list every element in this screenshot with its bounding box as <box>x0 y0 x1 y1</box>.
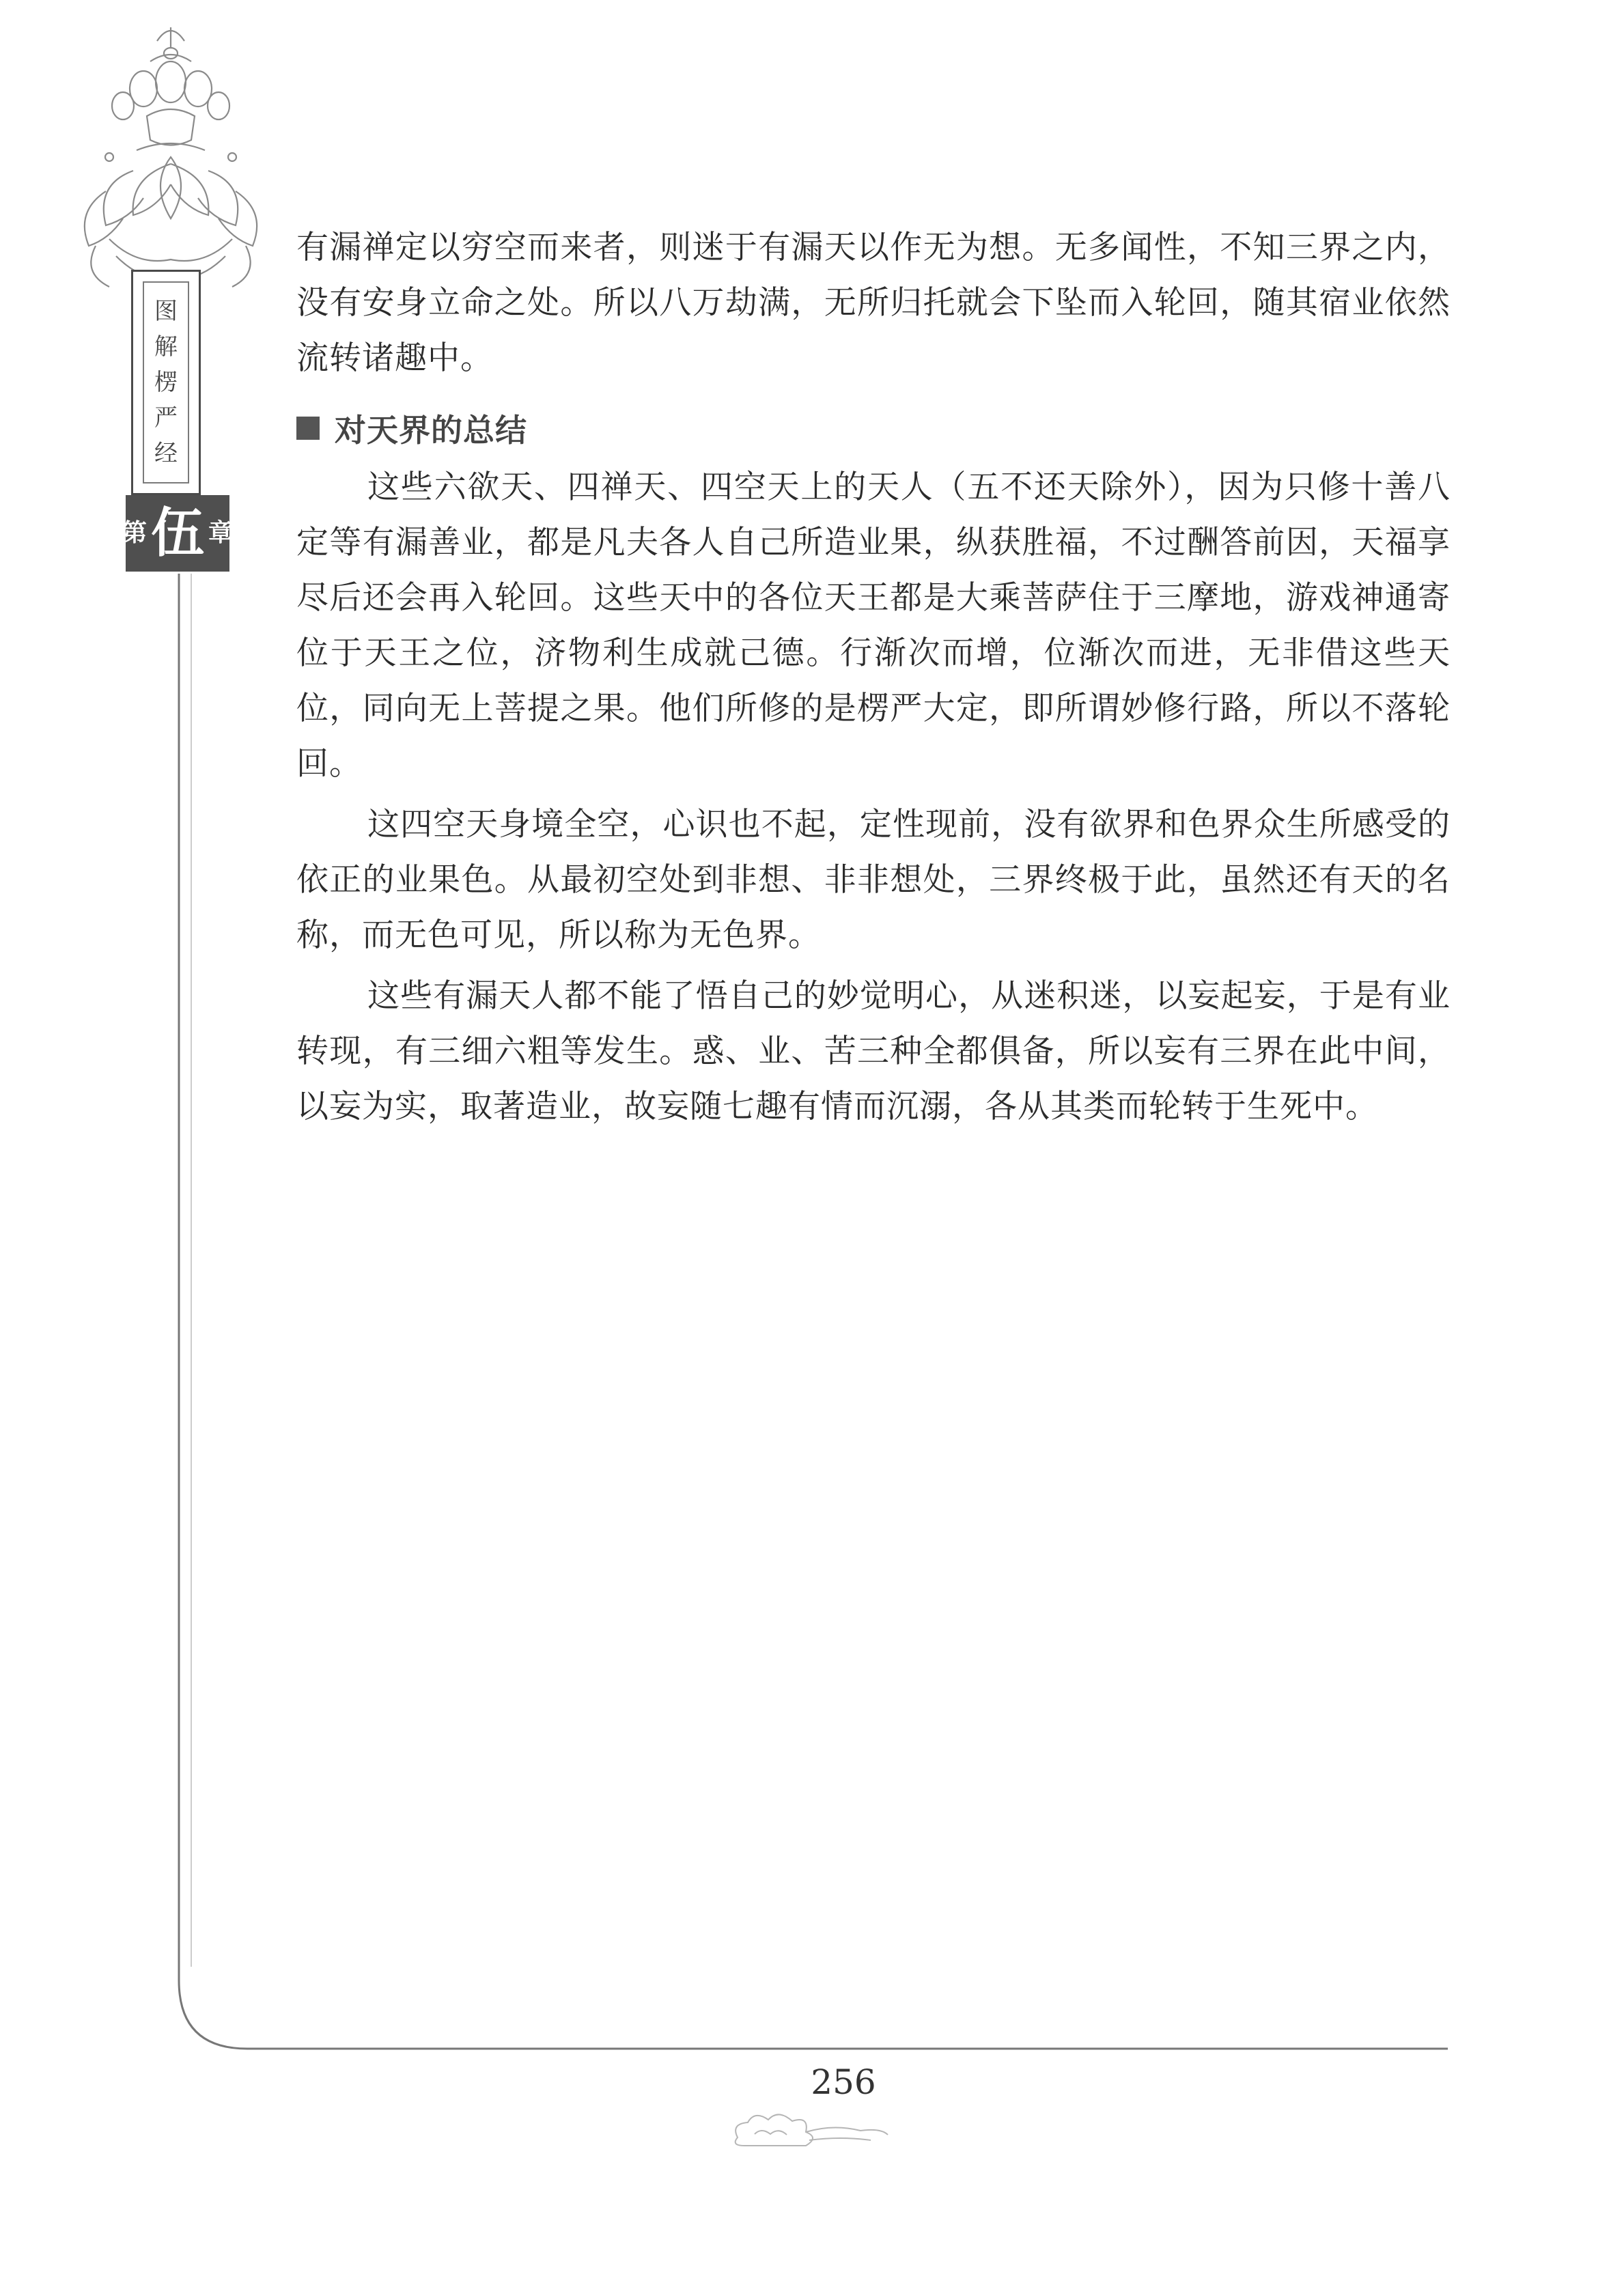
intro-paragraph: 有漏禅定以穷空而来者，则迷于有漏天以作无为想。无多闻性，不知三界之内，没有安身立命之处。所以八万劫满，无所归托就会下坠而入轮回，随其宿业依然流转诸趣中。 <box>296 229 1451 377</box>
section-heading <box>296 399 1451 457</box>
square-bullet-icon <box>296 417 320 440</box>
section-heading-text: 对天界的总结 <box>335 412 527 449</box>
book-title-char: 经 <box>154 440 178 467</box>
body-paragraph: 这些六欲天、四禅天、四空天上的天人（五不还天除外），因为只修十善八定等有漏善业，都是凡夫各人自己所造业果，纵获胜福，不过酬答前因，天福享尽后还会再入轮回。这些天中的各位天王都是大乘菩萨住于三摩地，游戏神通寄位于天王之位，济物利生成就己德。行渐次而增，位渐次而进，无非借这些天位，同向无上菩提之果。他们所修的是楞严大定，即所谓妙修行路，所以不落轮回。 <box>296 468 1451 783</box>
chapter-badge <box>122 495 234 572</box>
chapter-suffix: 章 <box>208 519 234 547</box>
body-paragraph: 这四空天身境全空，心识也不起，定性现前，没有欲界和色界众生所感受的依正的业果色。从最初空处到非想、非非想处，三界终极于此，虽然还有天的名称，而无色可见，所以称为无色界。 <box>296 806 1451 954</box>
book-title-char: 严 <box>154 404 178 432</box>
book-title-char: 图 <box>154 298 178 325</box>
book-title-tab <box>131 270 201 495</box>
page-body <box>296 220 1451 1134</box>
book-title-tab-inner <box>143 281 189 483</box>
chapter-prefix: 第 <box>122 519 147 547</box>
chapter-numeral: 伍 <box>151 502 205 564</box>
book-title-char: 楞 <box>154 369 178 396</box>
book-title-char: 解 <box>154 333 178 361</box>
body-paragraph: 这些有漏天人都不能了悟自己的妙觉明心，从迷积迷，以妄起妄，于是有业转现，有三细六粗等发生。惑、业、苦三种全都俱备，所以妄有三界在此中间，以妄为实，取著造业，故妄随七趣有情而沉溺，各从其类而轮转于生死中。 <box>296 977 1451 1125</box>
cloud-ornament-icon <box>724 2096 895 2158</box>
page-number: 256 <box>811 2062 876 2102</box>
